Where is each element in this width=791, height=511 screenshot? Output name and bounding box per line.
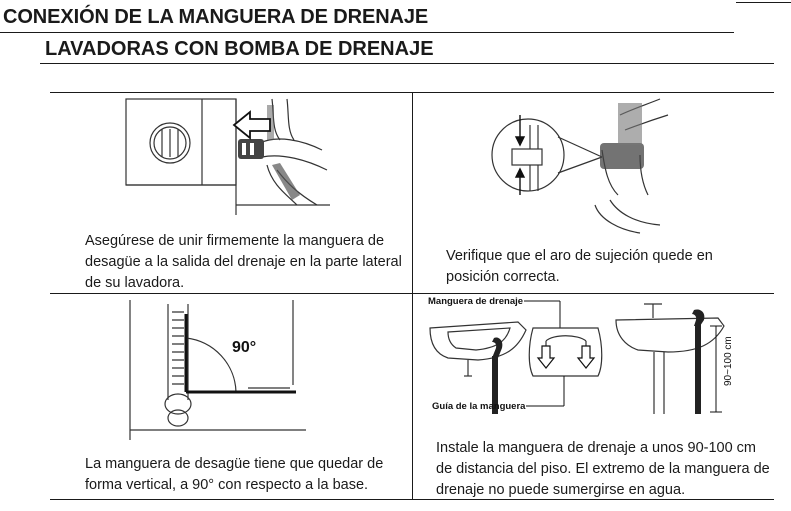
vertical-hose-90-degree-illustration [128,300,308,450]
subtitle-underline [40,63,774,64]
clamp-ring-illustration [490,95,675,235]
step-2-caption: Verifique que el aro de sujeción quede en posición correcta. [446,248,713,285]
sink-installation-illustration [418,296,774,416]
step-4-caption: Instale la manguera de drenaje a unos 90-100 cm de distancia del piso. El extremo de la manguera de drenaje no puede sumergirse en agua. [436,440,770,498]
step-3-caption: La manguera de desagüe tiene que quedar de forma vertical, a 90° con respecto a la base. [85,456,384,493]
section-subtitle: LAVADORAS CON BOMBA DE DRENAJE [45,38,434,60]
angle-label: 90° [232,339,257,356]
hose-label: Manguera de drenaje [428,296,524,307]
height-dimension-label: 90~100 cm [723,336,734,386]
step-1-caption: Asegúrese de unir firmemente la manguera de desagüe a la salida del drenaje en la parte lateral de su lavadora. [85,233,402,291]
grid-vertical-divider [412,92,413,500]
section-title: CONEXIÓN DE LA MANGUERA DE DRENAJE [3,6,429,28]
top-corner-rule [736,2,791,3]
drain-outlet-attachment-illustration [122,95,332,217]
hose-guide-label: Guía de la manguera [432,401,526,412]
title-underline [0,32,734,33]
